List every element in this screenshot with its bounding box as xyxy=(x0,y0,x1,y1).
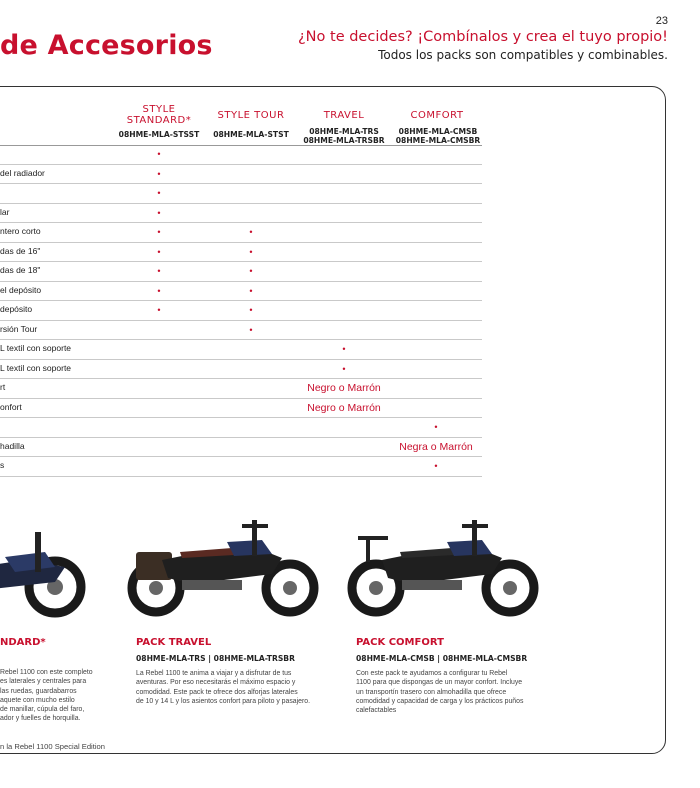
pack-codes: 08HME-MLA-TRS | 08HME-MLA-TRSBR xyxy=(136,654,295,663)
table-row xyxy=(0,379,482,399)
row-label: L textil con soporte xyxy=(0,362,72,373)
included-dot: • xyxy=(342,344,346,354)
motorcycle-image-travel xyxy=(122,512,322,632)
table-row xyxy=(0,184,482,204)
included-dot: • xyxy=(249,285,253,296)
pack-travel xyxy=(136,637,336,706)
table-row xyxy=(0,243,482,263)
included-dot: • xyxy=(249,305,253,315)
pack-description: Rebel 1100 con este completo es laterales y centrales para las ruedas, guardabarros aquete con mucho estilo de manillar, cúpula del faro, ador y fuelles de horquilla. xyxy=(0,669,93,723)
option-text: Negra o Marrón xyxy=(399,440,473,453)
included-dot: • xyxy=(157,266,161,276)
motorcycle-image-standard xyxy=(0,512,105,632)
motorcycle-image-comfort xyxy=(342,512,542,632)
included-dot: • xyxy=(157,305,161,315)
table-row xyxy=(0,399,482,419)
table-row xyxy=(0,340,482,360)
row-label: el depósito xyxy=(0,284,42,295)
table-row xyxy=(0,321,482,341)
pack-standard xyxy=(0,637,110,724)
included-dot: • xyxy=(434,461,438,471)
tagline-subline: Todos los packs son compatibles y combinables. xyxy=(378,48,668,62)
column-header-travel: TRAVEL xyxy=(323,110,365,121)
included-dot: • xyxy=(249,227,253,237)
column-header-style-standard: STYLE STANDARD* xyxy=(126,104,192,126)
row-label: del radiador xyxy=(0,167,45,178)
row-label: ntero corto xyxy=(0,226,41,236)
included-dot: • xyxy=(157,188,161,198)
column-code-style-tour: 08HME-MLA-STST xyxy=(213,130,289,139)
table-row xyxy=(0,204,482,224)
included-dot: • xyxy=(157,149,161,159)
included-dot: • xyxy=(157,207,161,218)
included-dot: • xyxy=(157,227,161,237)
row-label: L textil con soporte xyxy=(0,343,72,353)
table-row xyxy=(0,418,482,438)
column-code-travel: 08HME-MLA-TRS 08HME-MLA-TRSBR xyxy=(303,127,385,145)
pack-description: Con este pack te ayudamos a configurar tu Rebel 1100 para que dispongas de un mayor confort. Incluye un transportín trasero con almohadilla que ofrece comodidad y capacidad de carga y los prácticos puños calefactables xyxy=(356,670,524,715)
column-header-style-tour: STYLE TOUR xyxy=(217,110,285,121)
page-title: de Accesorios xyxy=(0,30,213,61)
column-header-comfort: COMFORT xyxy=(410,110,464,121)
footnote: n la Rebel 1100 Special Edition xyxy=(0,742,105,751)
row-label: hadilla xyxy=(0,440,25,451)
row-label: rt xyxy=(0,382,6,392)
row-label: rsión Tour xyxy=(0,323,38,334)
table-row xyxy=(0,165,482,185)
column-code-comfort: 08HME-MLA-CMSB 08HME-MLA-CMSBR xyxy=(395,127,481,145)
tagline-headline: ¿No te decides? ¡Combínalos y crea el tuyo propio! xyxy=(297,29,668,45)
pack-title: NDARD* xyxy=(0,637,46,648)
pack-codes: 08HME-MLA-CMSB | 08HME-MLA-CMSBR xyxy=(356,654,528,663)
pack-title: PACK TRAVEL xyxy=(136,637,212,648)
included-dot: • xyxy=(249,324,253,335)
row-label: onfort xyxy=(0,401,22,412)
table-row xyxy=(0,262,482,282)
table-row xyxy=(0,457,482,477)
row-label: das de 16" xyxy=(0,245,41,256)
column-code-style-standard: 08HME-MLA-STSST xyxy=(118,130,200,139)
table-row xyxy=(0,438,482,458)
option-text: Negro o Marrón xyxy=(307,401,381,414)
option-text: Negro o Marrón xyxy=(307,382,381,394)
table-row xyxy=(0,223,482,243)
table-row xyxy=(0,360,482,380)
pack-comfort xyxy=(356,637,546,715)
included-dot: • xyxy=(249,266,253,276)
table-row xyxy=(0,301,482,321)
pack-title: PACK COMFORT xyxy=(356,637,444,648)
included-dot: • xyxy=(157,168,161,179)
included-dot: • xyxy=(342,363,346,374)
included-dot: • xyxy=(249,246,253,257)
accessories-table xyxy=(0,145,482,477)
table-row xyxy=(0,145,482,165)
included-dot: • xyxy=(157,285,161,296)
tagline xyxy=(298,29,668,62)
page-number: 23 xyxy=(655,15,668,27)
pack-description: La Rebel 1100 te anima a viajar y a disfrutar de tus aventuras. Por eso necesitarás el máximo espacio y comodidad. Este pack te ofrece dos alforjas laterales de 10 y 14 L y los asientos confort para piloto y pasajero. xyxy=(136,670,311,705)
row-label: lar xyxy=(0,206,10,217)
row-label: das de 18" xyxy=(0,265,41,275)
included-dot: • xyxy=(434,422,438,432)
table-row xyxy=(0,282,482,302)
row-label: s xyxy=(0,460,5,470)
included-dot: • xyxy=(157,246,161,257)
row-label: depósito xyxy=(0,304,33,314)
